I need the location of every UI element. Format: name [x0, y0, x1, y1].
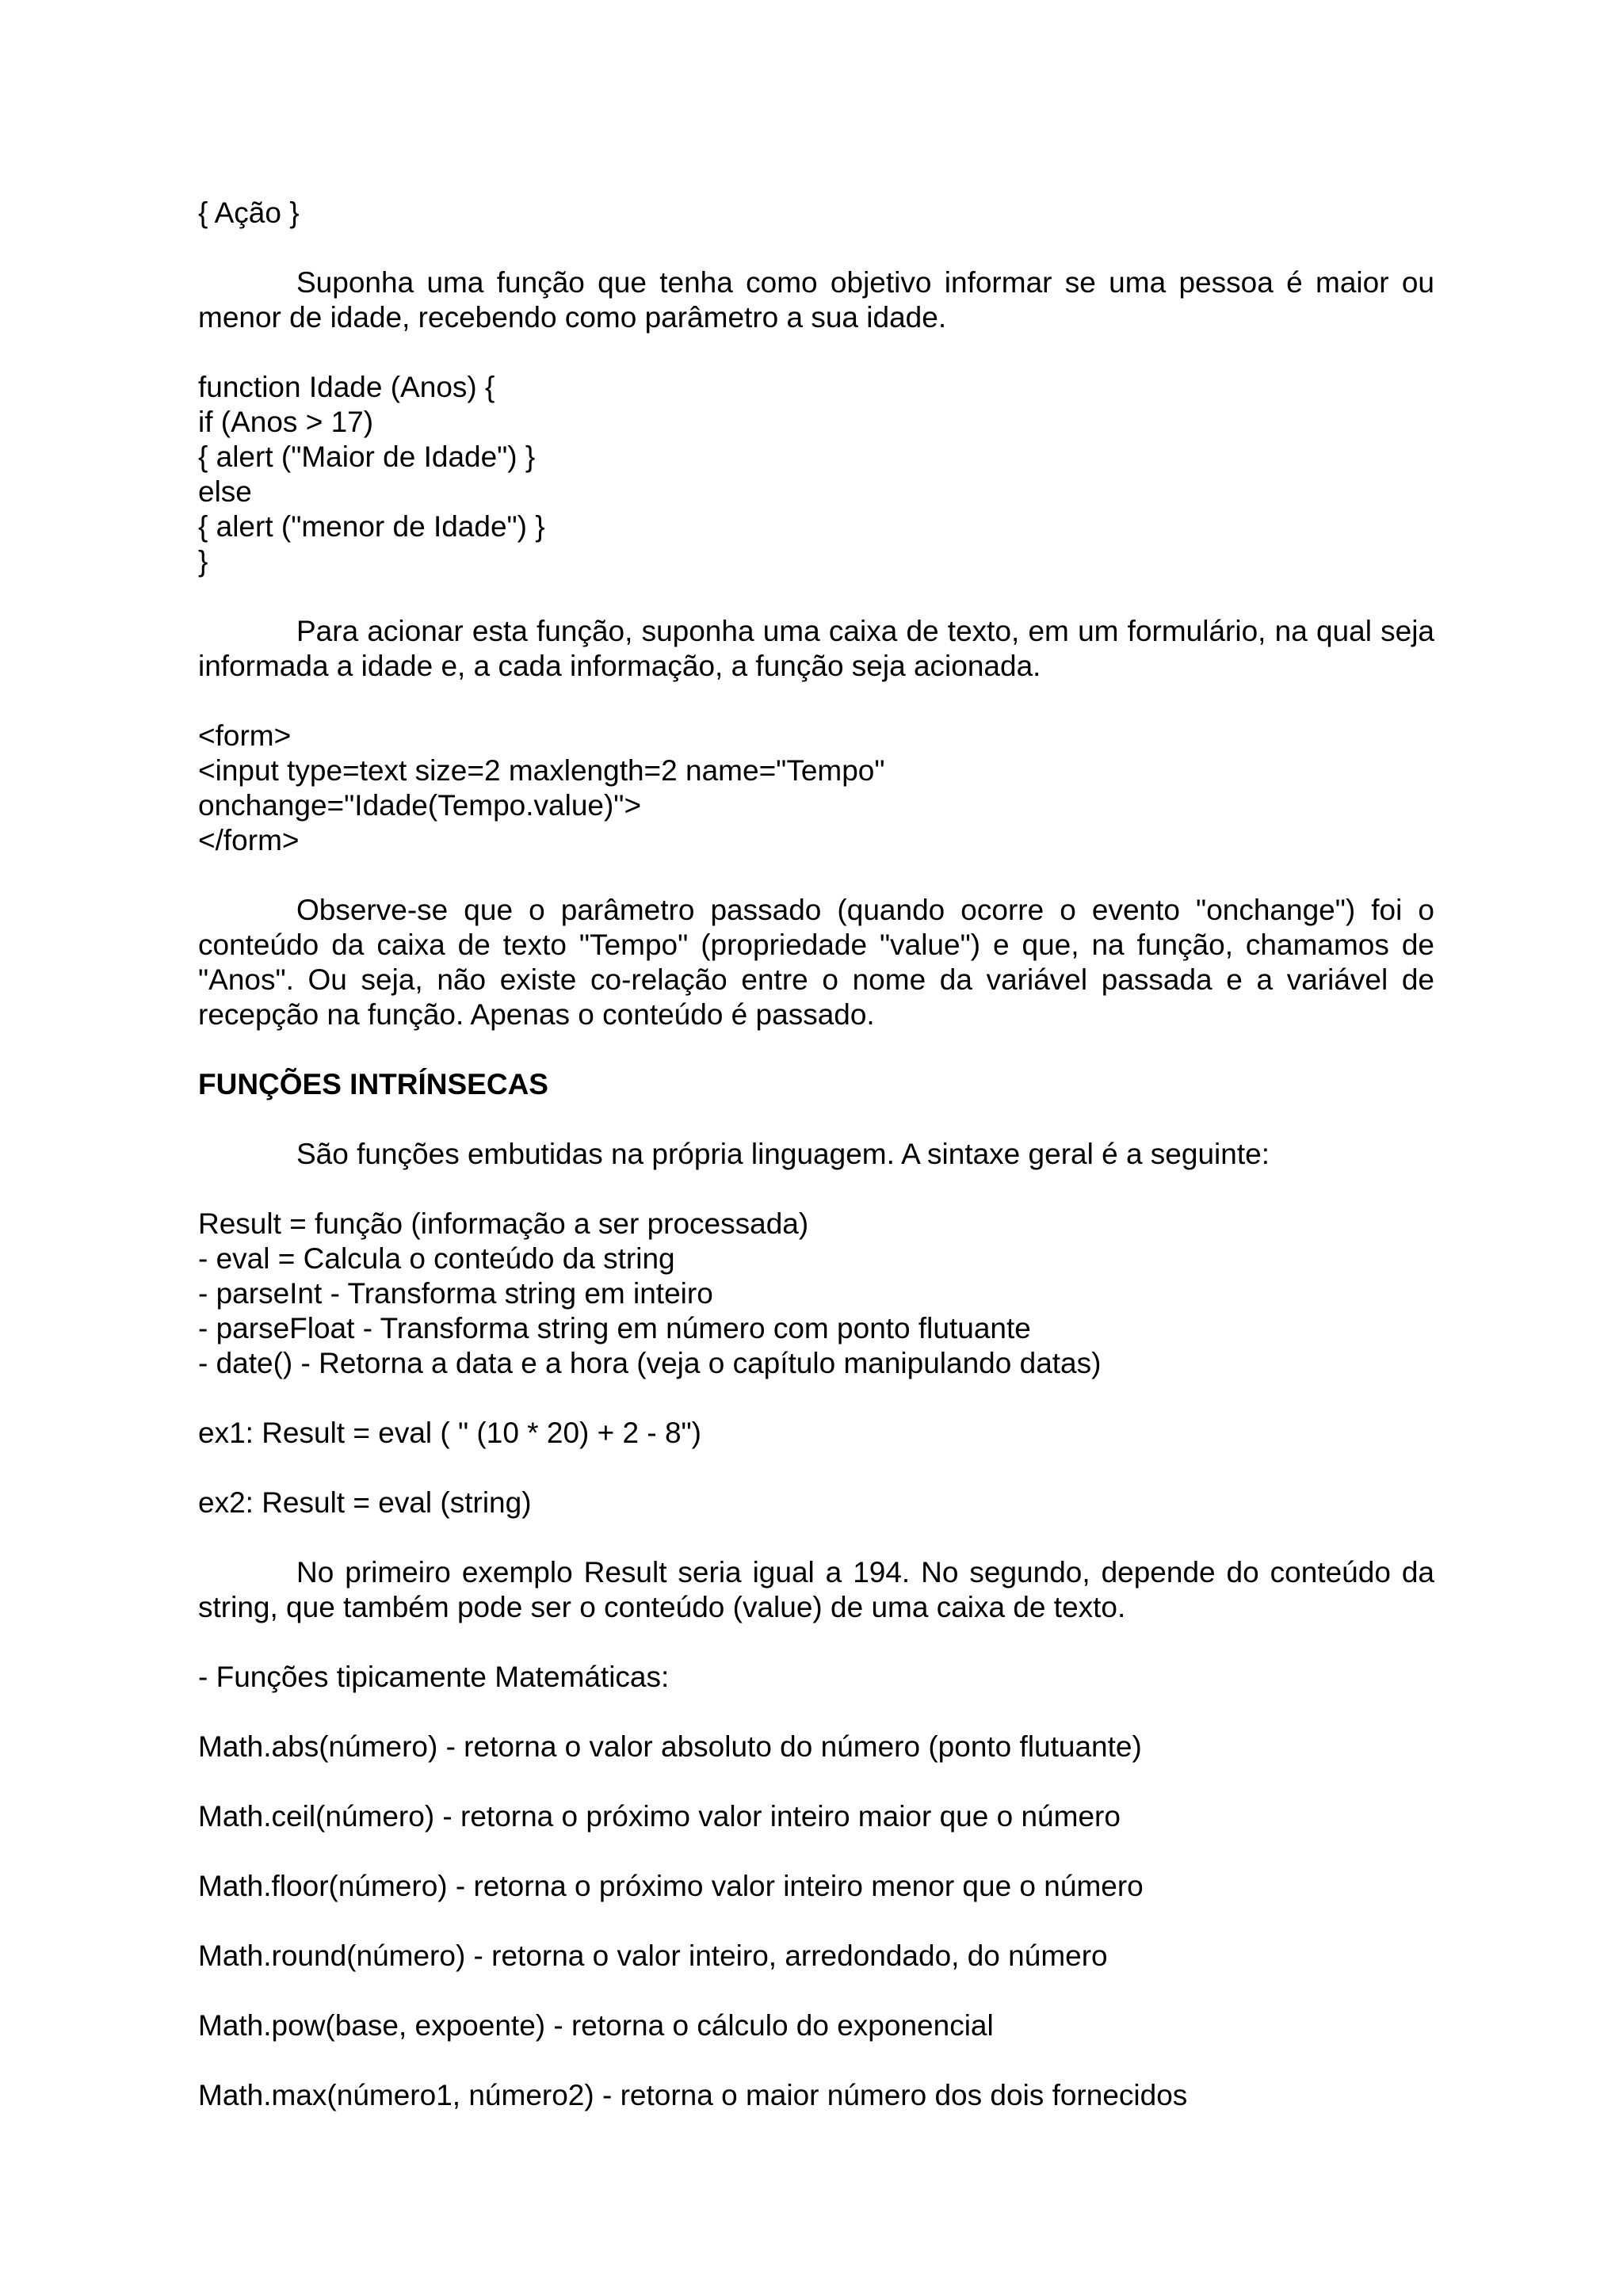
spacer	[198, 684, 1434, 719]
spacer	[198, 1032, 1434, 1067]
math-item: Math.max(número1, número2) - retorna o maior número dos dois fornecidos	[198, 2079, 1188, 2111]
paragraph-age-function: Suponha uma função que tenha como objetivo informar se uma pessoa é maior ou menor de idade, recebendo como parâmetro a sua idade.	[198, 266, 1434, 334]
list-item: Result = função (informação a ser processada)	[198, 1207, 809, 1240]
spacer	[198, 231, 1434, 265]
math-item: Math.round(número) - retorna o valor inteiro, arredondado, do número	[198, 1939, 1108, 1972]
code-line: <input type=text size=2 maxlength=2 name="Tempo"	[198, 754, 885, 787]
code-line: </form>	[198, 824, 300, 856]
code-line: { alert ("menor de Idade") }	[198, 510, 545, 543]
paragraph-parameter-note: Observe-se que o parâmetro passado (quando ocorre o evento "onchange") foi o conteúdo da caixa de texto "Tempo" (propriedade "value") e que, na função, chamamos de "Anos". Ou seja, não existe co-relação entre o nome da variável passada e a variável de recepção na função. Apenas o conteúdo é passado.	[198, 894, 1434, 1031]
spacer	[198, 1102, 1434, 1137]
math-section-title: - Funções tipicamente Matemáticas:	[198, 1661, 670, 1693]
list-item: - eval = Calcula o conteúdo da string	[198, 1242, 675, 1275]
paragraph-trigger-function: Para acionar esta função, suponha uma caixa de texto, em um formulário, na qual seja informada a idade e, a cada informação, a função seja acionada.	[198, 615, 1434, 682]
code-line: function Idade (Anos) {	[198, 371, 495, 403]
document-page	[198, 196, 1434, 2113]
function-list	[198, 1207, 1434, 1381]
list-item: - date() - Retorna a data e a hora (veja o capítulo manipulando datas)	[198, 1347, 1102, 1379]
spacer	[198, 1625, 1434, 1660]
paragraph-intrinsic-intro: São funções embutidas na própria linguagem. A sintaxe geral é a seguinte:	[296, 1138, 1270, 1170]
spacer	[198, 1764, 1434, 1799]
spacer	[198, 1172, 1434, 1207]
spacer	[198, 1834, 1434, 1869]
spacer	[198, 2043, 1434, 2078]
list-item: - parseInt - Transforma string em inteiro	[198, 1277, 713, 1310]
action-placeholder: { Ação }	[198, 196, 300, 229]
example-2: ex2: Result = eval (string)	[198, 1486, 532, 1519]
spacer	[198, 335, 1434, 370]
example-1: ex1: Result = eval ( " (10 * 20) + 2 - 8")	[198, 1417, 701, 1449]
code-line: onchange="Idade(Tempo.value)">	[198, 789, 642, 822]
code-line: if (Anos > 17)	[198, 406, 374, 438]
code-line: else	[198, 475, 252, 508]
spacer	[198, 1381, 1434, 1416]
math-item: Math.floor(número) - retorna o próximo valor inteiro menor que o número	[198, 1870, 1144, 1902]
section-heading: FUNÇÕES INTRÍNSECAS	[198, 1068, 548, 1100]
spacer	[198, 1974, 1434, 2008]
code-line: <form>	[198, 719, 292, 752]
spacer	[198, 858, 1434, 893]
code-block-form	[198, 719, 1434, 858]
code-block-function	[198, 370, 1434, 579]
spacer	[198, 1520, 1434, 1555]
list-item: - parseFloat - Transforma string em número com ponto flutuante	[198, 1312, 1031, 1344]
paragraph-example-explanation: No primeiro exemplo Result seria igual a 194. No segundo, depende do conteúdo da string, que também pode ser o conteúdo (value) de uma caixa de texto.	[198, 1556, 1434, 1623]
code-line: { alert ("Maior de Idade") }	[198, 441, 536, 473]
spacer	[198, 1695, 1434, 1730]
math-item: Math.ceil(número) - retorna o próximo valor inteiro maior que o número	[198, 1800, 1121, 1833]
spacer	[198, 1451, 1434, 1486]
math-item: Math.pow(base, expoente) - retorna o cálculo do exponencial	[198, 2009, 994, 2042]
spacer	[198, 579, 1434, 614]
math-item: Math.abs(número) - retorna o valor absoluto do número (ponto flutuante)	[198, 1730, 1142, 1763]
code-line: }	[198, 545, 208, 578]
spacer	[198, 1904, 1434, 1939]
